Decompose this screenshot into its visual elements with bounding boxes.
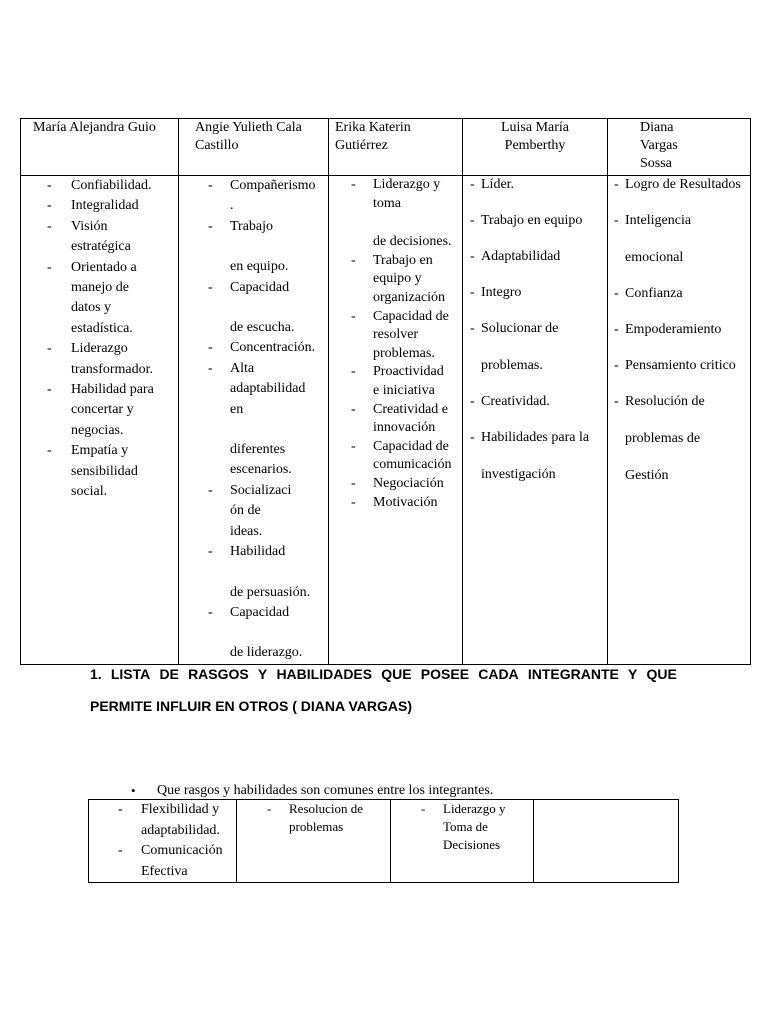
list-item	[463, 429, 607, 483]
list-item	[463, 248, 607, 265]
bullet-icon: •	[131, 783, 136, 798]
list-item	[608, 393, 750, 484]
list-item-line: - Integro	[481, 285, 522, 300]
common-cell-2	[237, 800, 391, 883]
header-cell-maria	[21, 119, 179, 176]
list-item-line: estratégica	[71, 239, 131, 255]
heading-word: QUE	[646, 666, 677, 682]
list-item-line: ón de	[230, 503, 261, 519]
common-cell-4	[534, 800, 679, 883]
list-item-line: de decisiones.	[373, 234, 452, 250]
list-item	[179, 481, 328, 542]
list-item-line	[230, 623, 328, 643]
heading-line-2: PERMITE INFLUIR EN OTROS ( DIANA VARGAS)	[90, 698, 412, 714]
heading-word: HABILIDADES	[276, 666, 373, 682]
list-item-line: - Concentración.	[230, 340, 316, 356]
list-item	[463, 284, 607, 301]
list-item-line	[230, 563, 328, 583]
list-item	[608, 285, 750, 302]
heading-word: RASGOS	[188, 666, 249, 682]
header-cell-diana	[608, 119, 751, 176]
list-item-line	[481, 337, 601, 357]
list-item-line: - Capacidad	[230, 604, 290, 620]
list-item-line: - Pensamiento critico	[625, 358, 736, 373]
common-skills-row	[89, 800, 679, 883]
list-item-line: - Socializaci	[230, 482, 292, 498]
list-item-line: - Integralidad	[71, 198, 139, 214]
section-heading	[90, 664, 677, 716]
list-item-line	[625, 410, 748, 430]
header-name-line: Sossa	[640, 156, 672, 171]
list-item	[608, 212, 750, 266]
list-item	[179, 217, 328, 278]
list-item-line: de liderazgo.	[230, 645, 303, 661]
list-item-line: - Creatividad e	[373, 401, 449, 417]
list-item	[329, 401, 462, 438]
list-item-line: - Proactividad	[373, 364, 444, 380]
header-name-line: María Alejandra Guio	[33, 120, 156, 135]
list-item-line: comunicación	[373, 457, 452, 473]
skills-cell-erika	[329, 176, 463, 665]
header-cell-erika	[329, 119, 463, 176]
skills-cell-luisa	[463, 176, 608, 665]
list-item	[21, 176, 178, 196]
list-item	[179, 359, 328, 481]
list-item	[329, 494, 462, 513]
list-item-line: Efectiva	[141, 863, 188, 879]
list-item-line: - Habilidad	[230, 544, 286, 560]
list-item-line: datos y	[71, 300, 112, 316]
list-item	[329, 438, 462, 475]
list-item-line: de escucha.	[230, 320, 295, 336]
list-item-line: manejo de	[71, 280, 129, 296]
list-item-line: - Alta	[230, 360, 255, 376]
list-item	[329, 176, 462, 252]
skills-list-luisa	[463, 176, 607, 483]
question-text: Que rasgos y habilidades son comunes entre los integrantes.	[157, 783, 494, 798]
question-bullet-item	[133, 781, 493, 801]
list-item	[463, 176, 607, 193]
skills-cell-diana	[608, 176, 751, 665]
list-item	[608, 176, 750, 193]
common-list-1	[89, 800, 236, 882]
heading-word: CADA	[478, 666, 519, 682]
list-item-line: - Resolución de	[625, 394, 705, 409]
list-item-line: - Confiabilidad.	[71, 178, 152, 193]
header-name-line: Diana	[640, 120, 674, 135]
header-name-line: Angie Yulieth Cala	[195, 120, 302, 135]
list-item-line: - Liderazgo	[71, 341, 128, 357]
list-item-line: social.	[71, 484, 108, 500]
heading-word: INTEGRANTE	[527, 666, 619, 682]
header-name-line: Luisa María	[500, 120, 570, 135]
list-item	[329, 308, 462, 364]
list-item-line: innovación	[373, 420, 436, 436]
skills-list-angie	[179, 176, 328, 664]
list-item	[179, 542, 328, 603]
heading-word: LISTA	[110, 666, 151, 682]
header-name-line: Pemberthy	[504, 138, 566, 153]
list-item-line: resolver	[373, 327, 419, 343]
list-item-line: - Compañerismo	[230, 178, 316, 193]
list-item-line: Decisiones	[443, 837, 501, 852]
list-item-line	[230, 237, 328, 257]
list-item	[179, 278, 328, 339]
list-item-line: - Trabajo en equipo	[481, 213, 583, 228]
list-item-line: - Solucionar de	[481, 321, 559, 336]
list-item	[21, 441, 178, 502]
heading-word: QUE	[381, 666, 412, 682]
list-item-line	[373, 213, 462, 233]
skills-table	[20, 118, 751, 665]
list-item-line: - Liderazgo y	[443, 801, 506, 816]
list-item-line	[230, 298, 328, 318]
list-item-line	[625, 229, 748, 249]
list-item-line: en	[230, 401, 244, 417]
list-item	[89, 841, 236, 882]
list-item	[21, 380, 178, 441]
skills-list-diana	[608, 176, 750, 484]
header-name-line: Vargas	[640, 138, 678, 153]
table-header-row	[21, 119, 751, 176]
list-item	[391, 800, 533, 854]
list-item-line: - Negociación	[373, 475, 444, 491]
heading-word: DE	[159, 666, 179, 682]
list-item-line: - Capacidad	[230, 279, 290, 295]
list-item-line: sensibilidad	[71, 463, 138, 479]
list-item-line: - Habilidades para la	[481, 430, 590, 445]
header-name-line: Erika Katerin	[335, 120, 411, 135]
list-item-line: - Trabajo en	[373, 252, 433, 268]
common-skills-table	[88, 799, 679, 883]
heading-line-1	[90, 664, 677, 684]
list-item-line: - Trabajo	[230, 218, 274, 234]
list-item-line: - Confianza	[625, 286, 683, 301]
list-item-line: problemas de	[625, 431, 701, 446]
list-item-line: - Flexibilidad y	[141, 802, 220, 817]
list-item	[179, 338, 328, 358]
list-item-line	[230, 420, 328, 440]
list-item-line: - Capacidad de	[373, 308, 449, 324]
list-item	[179, 603, 328, 664]
list-item	[329, 363, 462, 400]
list-item-line: - Motivación	[373, 494, 438, 510]
list-item-line: - Líder.	[481, 177, 515, 192]
header-cell-luisa	[463, 119, 608, 176]
list-item-line: problemas	[289, 819, 344, 834]
list-item-line: problemas.	[373, 345, 435, 361]
list-item-line: diferentes	[230, 442, 286, 458]
list-item-line: - Habilidad para	[71, 382, 154, 398]
list-item-line: transformador.	[71, 361, 154, 377]
list-item	[237, 800, 390, 836]
common-list-3	[391, 800, 533, 854]
list-item-line: .	[230, 198, 234, 214]
list-item	[463, 320, 607, 374]
table-body-row	[21, 176, 751, 665]
skills-list-maria	[21, 176, 178, 503]
heading-word: Y	[628, 666, 638, 682]
list-item-line	[481, 446, 601, 466]
list-item-line: - Resolucion de	[289, 801, 364, 816]
list-item	[179, 176, 328, 217]
list-item-line: negocias.	[71, 422, 124, 438]
list-item-line: investigación	[481, 467, 556, 482]
list-item-line: de persuasión.	[230, 584, 311, 600]
header-name-line: Gutiérrez	[335, 138, 388, 153]
list-item-line: escenarios.	[230, 462, 292, 478]
list-item	[21, 196, 178, 216]
list-item-line: - Creatividad.	[481, 394, 550, 409]
list-item-line: en equipo.	[230, 259, 289, 275]
list-item-line	[625, 447, 748, 467]
list-item	[21, 258, 178, 340]
list-item	[463, 393, 607, 410]
list-item-line: - Orientado a	[71, 259, 137, 275]
list-item-line: adaptabilidad.	[141, 822, 220, 838]
list-item-line: - Empatía y	[71, 443, 129, 459]
list-item	[608, 357, 750, 374]
list-item	[89, 800, 236, 841]
skills-cell-maria	[21, 176, 179, 665]
list-item-line: emocional	[625, 250, 684, 265]
list-item-line: equipo y	[373, 271, 422, 287]
list-item-line: toma	[373, 195, 401, 211]
list-item-line: ideas.	[230, 523, 263, 539]
list-item-line: adaptabilidad	[230, 381, 306, 397]
list-item-line: - Inteligencia	[625, 213, 692, 228]
list-item-line: - Capacidad de	[373, 438, 449, 454]
list-item-line: - Comunicación	[141, 843, 223, 858]
common-cell-1	[89, 800, 237, 883]
list-item-line: - Liderazgo y	[373, 177, 441, 192]
list-item	[608, 321, 750, 338]
skills-list-erika	[329, 176, 462, 512]
list-item-line: - Logro de Resultados	[625, 177, 741, 192]
list-item-line: - Empoderamiento	[625, 322, 722, 337]
common-list-2	[237, 800, 390, 836]
list-item-line: problemas.	[481, 358, 543, 373]
list-item-line: - Adaptabilidad	[481, 249, 561, 264]
skills-cell-angie	[179, 176, 329, 665]
list-item-line: Gestión	[625, 468, 669, 483]
list-item	[463, 212, 607, 229]
list-item-line: e iniciativa	[373, 382, 435, 398]
list-item-line: estadística.	[71, 320, 133, 336]
header-name-line: Castillo	[195, 138, 239, 153]
list-item-line: concertar y	[71, 402, 134, 418]
list-item-line: organización	[373, 289, 446, 305]
list-item-line: - Visión	[71, 218, 108, 234]
heading-word: POSEE	[420, 666, 470, 682]
list-item	[329, 252, 462, 308]
heading-word: Y	[257, 666, 268, 682]
list-item	[329, 475, 462, 494]
list-item	[21, 217, 178, 258]
list-item	[21, 339, 178, 380]
header-cell-angie	[179, 119, 329, 176]
heading-number: 1.	[90, 666, 102, 682]
list-item-line: Toma de	[443, 819, 488, 834]
common-cell-3	[391, 800, 534, 883]
